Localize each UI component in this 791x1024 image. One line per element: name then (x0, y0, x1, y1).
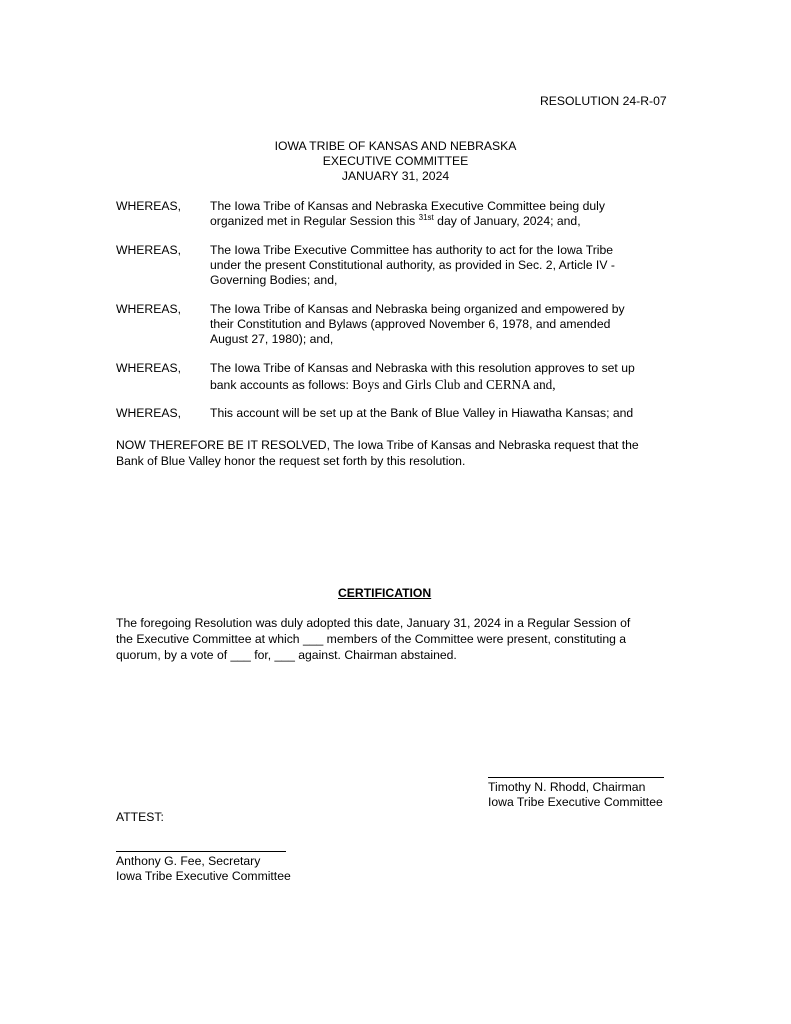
resolved-line-2: Bank of Blue Valley honor the request set forth by this resolution. (116, 454, 466, 468)
resolved-line-1: NOW THEREFORE BE IT RESOLVED, The Iowa Tribe of Kansas and Nebraska request that the (116, 438, 639, 452)
certification-line-1: The foregoing Resolution was duly adopted this date, January 31, 2024 in a Regular Session of (116, 616, 631, 630)
secretary-name: Anthony G. Fee, Secretary (116, 854, 261, 868)
resolution-number: RESOLUTION 24-R-07 (540, 94, 667, 108)
certification-line-2: the Executive Committee at which ___ members of the Committee were present, constituting a (116, 632, 627, 646)
whereas-label: WHEREAS, (116, 199, 182, 213)
header-date: JANUARY 31, 2024 (341, 169, 450, 183)
clause-2-line-3: Governing Bodies; and, (210, 273, 338, 287)
header-org: IOWA TRIBE OF KANSAS AND NEBRASKA (274, 139, 517, 153)
chairman-signature-line (488, 777, 664, 778)
whereas-label: WHEREAS, (116, 302, 182, 316)
clause-3-line-3: August 27, 1980); and, (210, 332, 334, 346)
ordinal-superscript: 31st (418, 213, 434, 222)
certification-line-3: quorum, by a vote of ___ for, ___ against. Chairman abstained. (116, 648, 457, 662)
secretary-signature-line (116, 851, 286, 852)
header-committee: EXECUTIVE COMMITTEE (322, 154, 469, 168)
whereas-label: WHEREAS, (116, 243, 182, 257)
secretary-org: Iowa Tribe Executive Committee (116, 869, 291, 883)
whereas-label: WHEREAS, (116, 361, 182, 375)
chairman-name: Timothy N. Rhodd, Chairman (488, 780, 646, 794)
clause-5-line-1: This account will be set up at the Bank of Blue Valley in Hiawatha Kansas; and (210, 406, 634, 420)
attest-label: ATTEST: (116, 810, 164, 824)
clause-2-line-2: under the present Constitutional authority, as provided in Sec. 2, Article IV - (210, 258, 615, 272)
clause-4-line-1: The Iowa Tribe of Kansas and Nebraska with this resolution approves to set up (210, 361, 635, 375)
account-names: Boys and Girls Club and CERNA (352, 377, 530, 392)
clause-1-line-1: The Iowa Tribe of Kansas and Nebraska Executive Committee being duly (210, 199, 605, 213)
clause-3-line-1: The Iowa Tribe of Kansas and Nebraska being organized and empowered by (210, 302, 625, 316)
whereas-label: WHEREAS, (116, 406, 182, 420)
clause-4-line-2: bank accounts as follows: Boys and Girls Club and CERNA and, (210, 377, 556, 392)
certification-heading: CERTIFICATION (338, 586, 432, 600)
clause-2-line-1: The Iowa Tribe Executive Committee has authority to act for the Iowa Tribe (210, 243, 614, 257)
chairman-org: Iowa Tribe Executive Committee (488, 795, 663, 809)
clause-3-line-2: their Constitution and Bylaws (approved November 6, 1978, and amended (210, 317, 611, 331)
clause-1-line-2: organized met in Regular Session this $^{31st}$ day of January, 2024; and, (210, 213, 581, 228)
